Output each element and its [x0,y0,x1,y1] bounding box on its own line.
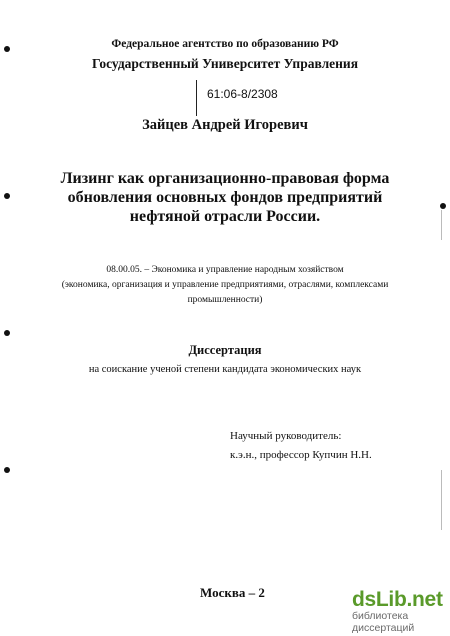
punch-hole [440,203,446,209]
supervisor-name: к.э.н., профессор Купчин Н.Н. [230,449,372,461]
title-line: нефтяной отрасли России. [129,208,321,225]
specialty-line: 08.00.05. – Экономика и управление народным хозяйством [106,265,344,275]
specialty-line: (экономика, организация и управление предприятиями, отраслями, комплексами [61,280,389,290]
dslib-watermark[interactable] [352,588,450,634]
dissertation-label: Диссертация [188,343,262,357]
scan-margin-line [441,210,442,240]
city-year: Москва – 2 [200,585,265,600]
title-line: Лизинг как организационно-правовая форма [60,170,390,187]
punch-hole [4,467,10,473]
stamp-line [196,80,197,116]
scan-margin-line [441,470,442,530]
punch-hole [4,330,10,336]
agency-name: Федеральное агентство по образованию РФ [111,38,339,50]
supervisor-label: Научный руководитель: [230,430,342,442]
specialty-line: промышленности) [187,295,263,305]
degree-text: на соискание ученой степени кандидата экономических наук [88,364,362,375]
title-line: обновления основных фондов предприятий [67,189,383,206]
specialty-block [40,263,410,308]
university-name: Государственный Университет Управления [91,56,359,71]
dissertation-title [40,169,410,226]
author-name: Зайцев Андрей Игоревич [142,117,308,133]
dslib-logo: dsLib.net [352,588,443,611]
catalog-code: 61:06-8/2308 [207,87,278,101]
dslib-caption: библиотека диссертаций [352,610,415,634]
punch-hole [4,193,10,199]
